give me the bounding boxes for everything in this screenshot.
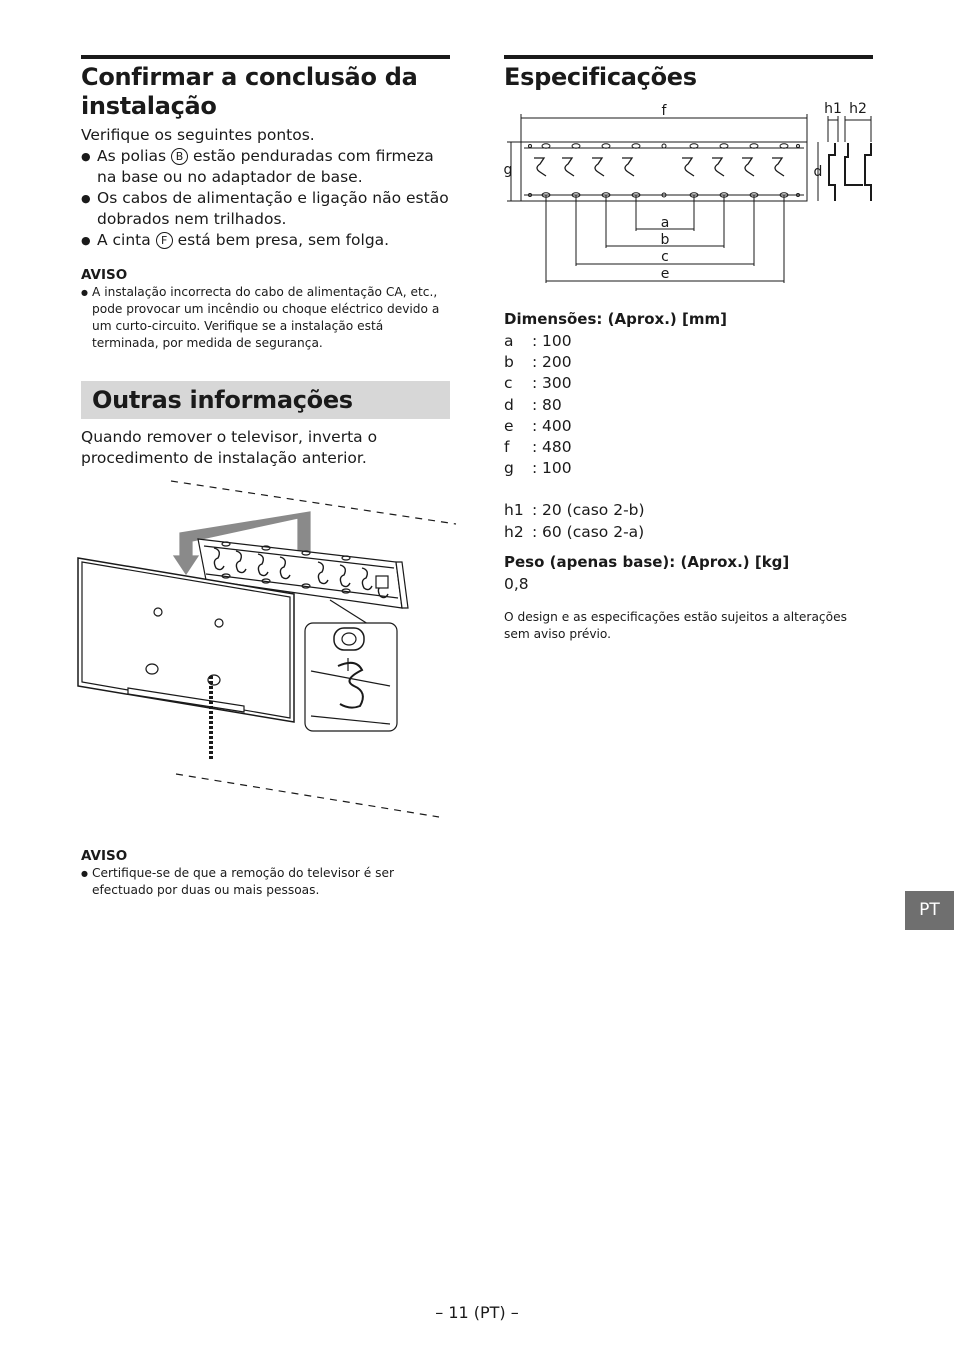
dimension-row: f : 480	[504, 438, 572, 457]
weight-title: Peso (apenas base): (Aprox.) [kg]	[504, 552, 790, 571]
section-rule	[504, 55, 873, 59]
label-e: e	[660, 266, 670, 282]
language-tab: PT	[905, 891, 954, 930]
spec-note: O design e as especificações estão sujeitos a alterações sem aviso prévio.	[504, 609, 847, 641]
label-f: f	[661, 103, 667, 119]
hole-row	[529, 144, 800, 197]
pulley-detail-icon	[305, 623, 397, 731]
checklist-item: ● Os cabos de alimentação e ligação não estão dobrados nem trilhados.	[81, 188, 450, 230]
checklist-item: ● As polias B estão penduradas com firmeza na base ou no adaptador de base.	[81, 146, 450, 188]
section-other	[81, 381, 450, 469]
warning-text: ● A instalação incorrecta do cabo de alimentação CA, etc., pode provocar um incêndio ou choque eléctrico devido a um curto-circuito. Verifique se a instalação está terminada, por medida de segurança.	[81, 284, 450, 352]
warning-text: ● Certifique-se de que a remoção do televisor é ser efectuado por duas ou mais pessoas.	[81, 865, 450, 899]
label-h1: h1	[824, 101, 842, 117]
base-dimension-diagram	[500, 98, 880, 288]
dimension-row: e : 400	[504, 416, 572, 435]
other-text: Quando remover o televisor, inverta o procedimento de instalação anterior.	[81, 428, 378, 467]
specs-dimensions	[504, 309, 873, 643]
wall-guide-line	[176, 774, 439, 817]
section-rule	[81, 55, 450, 59]
confirm-title-line1: Confirmar a conclusão da	[81, 63, 418, 91]
label-b: b	[660, 232, 670, 248]
dimension-row: g : 100	[504, 459, 572, 478]
dimension-row: b : 200	[504, 353, 572, 372]
dimension-row: a : 100	[504, 332, 572, 350]
checklist-item: ● A cinta F está bem presa, sem folga.	[81, 230, 450, 251]
label-d: d	[813, 164, 823, 180]
dimension-list	[504, 331, 873, 479]
page-number: – 11 (PT) –	[435, 1303, 519, 1322]
warning-list	[81, 284, 450, 352]
warning-label: AVISO	[81, 848, 128, 864]
specs-title: Especificações	[504, 63, 697, 91]
part-b-marker: B	[171, 148, 188, 165]
dimension-h-list	[504, 500, 873, 542]
label-c: c	[661, 249, 669, 265]
confirm-intro: Verifique os seguintes pontos.	[81, 126, 315, 144]
dimension-row: c : 300	[504, 374, 572, 393]
hook-row	[534, 158, 784, 176]
side-profile-icon	[829, 143, 871, 201]
dimension-row: h1 : 20 (caso 2-b)	[504, 501, 645, 520]
label-h2: h2	[849, 101, 867, 117]
label-g: g	[503, 162, 513, 178]
warning-label: AVISO	[81, 267, 128, 283]
other-title: Outras informações	[81, 381, 450, 419]
section-confirm	[81, 55, 450, 352]
confirm-checklist	[81, 146, 450, 251]
dimensions-title: Dimensões: (Aprox.) [mm]	[504, 310, 727, 328]
warning-list	[81, 865, 450, 899]
wall-guide-line	[171, 481, 456, 524]
label-a: a	[660, 215, 670, 231]
dimension-row: d : 80	[504, 395, 562, 414]
confirm-title	[81, 63, 450, 121]
tv-removal-illustration	[76, 476, 460, 822]
weight-value: 0,8	[504, 574, 529, 593]
dimension-row: h2 : 60 (caso 2-a)	[504, 522, 645, 541]
confirm-title-line2: instalação	[81, 92, 217, 120]
part-f-marker: F	[156, 232, 173, 249]
tv-back-icon	[78, 558, 294, 761]
removal-warning	[81, 847, 450, 899]
section-specs	[504, 55, 873, 92]
base-plate-icon	[521, 142, 807, 201]
